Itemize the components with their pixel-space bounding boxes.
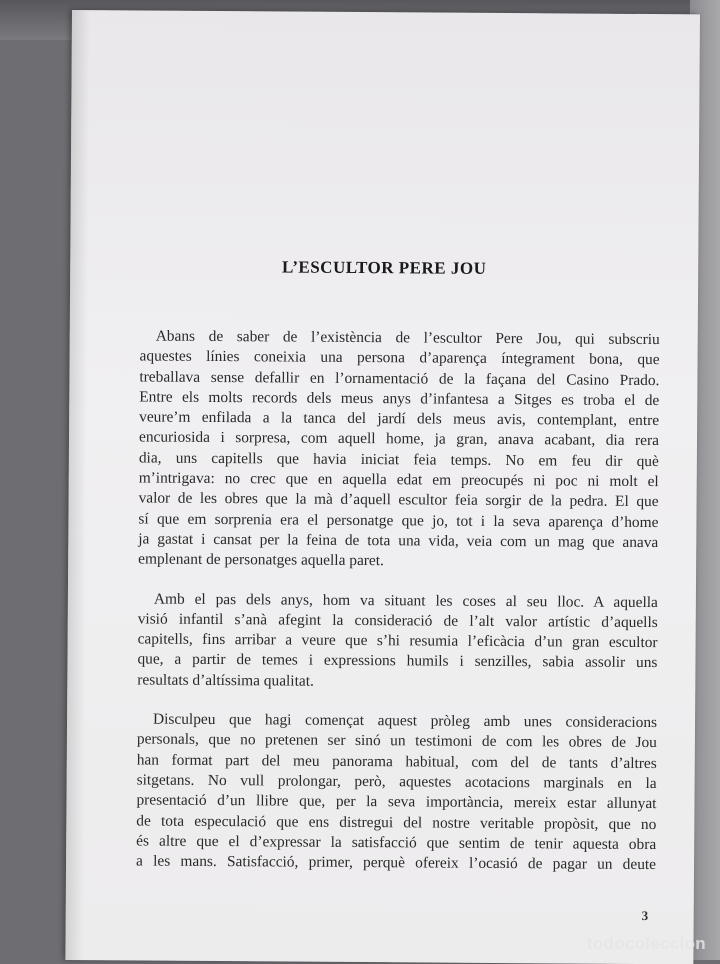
text-line: que, a partir de temes i expressions humils i senzilles, sabia assolir uns — [137, 650, 658, 672]
text-line: sitgetans. No vull prolongar, però, aquestes acotacions marginals en la — [136, 771, 657, 793]
text-line: han format part del meu panorama habitual, com del de tants d’altres — [136, 751, 657, 772]
text-line: és altre que el d’expressar la satisfacció que sentim de tenir aquesta obra — [136, 832, 657, 853]
text-line: Amb el pas dels anys, hom va situant les coses al seu lloc. A aquella — [153, 590, 658, 611]
text-line: capitells, fins arribar a veure que s’hi resumia l’eficàcia d’un gran escultor — [137, 630, 658, 652]
text-line: dia, uns capitells que havia iniciat feia temps. No em feu dir què — [138, 449, 659, 470]
text-line: m’intrigava: no crec que en aquella edat em preocupés ni poc ni molt el — [138, 469, 659, 491]
watermark-logo: todocoleccion — [586, 934, 706, 953]
text-line: resultats d’altíssima qualitat. — [137, 671, 314, 690]
text-line: ja gastat i cansat per la feina de tota una vida, veia com un mag que anava — [138, 530, 659, 552]
text-line: emplenant de personatges aquella paret. — [138, 550, 384, 570]
text-line: Abans de saber de l’existència de l’escultor Pere Jou, qui subscriu — [155, 327, 660, 349]
text-line: presentació d’un llibre que, per la seva importància, mereix estar allunyat — [136, 791, 657, 813]
book-page — [65, 10, 700, 964]
chapter-title: L’ESCULTOR PERE JOU — [281, 257, 487, 278]
text-line: valor de les obres que la mà d’aquell escultor feia sorgir de la pedra. El que — [138, 489, 659, 511]
paragraph-2 — [137, 589, 658, 694]
paragraph-3 — [136, 710, 657, 876]
text-line: personals, que no pretenen ser sinó un testimoni de com les obres de Jou — [136, 730, 657, 752]
text-line: aquestes línies coneixia una persona d’aparença íntegrament bona, que — [139, 347, 660, 369]
page-number: 3 — [641, 907, 649, 924]
text-line: a les mans. Satisfacció, primer, perquè ofereix l’ocasió de pagar un deute — [136, 852, 657, 874]
text-line: de tota especulació que ens distregui del nostre veritable propòsit, que no — [136, 812, 657, 833]
page-gutter-shadow — [65, 10, 90, 960]
text-line: treballava sense defallir en l’ornamentació de la façana del Casino Prado. — [139, 368, 660, 389]
text-line: visió infantil s’anà afegint la consideració de l’alt valor artístic d’aquells — [137, 610, 658, 631]
body-text — [136, 326, 660, 894]
text-line: Entre els molts records dels meus anys d’infantesa a Sitges es troba el de — [139, 388, 660, 409]
text-line: sí que em sorprenia era el personatge que jo, tot i la seva aparença d’home — [138, 510, 659, 531]
paragraph-1 — [138, 326, 660, 573]
text-line: Disculpeu que hagi començat aquest pròleg amb unes consideracions — [152, 710, 658, 732]
text-line: veure’m enfilada a la tanca del jardí dels meus avis, contemplant, entre — [139, 408, 660, 430]
text-line: encuriosida i sorpresa, com aquell home, ja gran, anava acabant, dia rera — [138, 428, 660, 450]
